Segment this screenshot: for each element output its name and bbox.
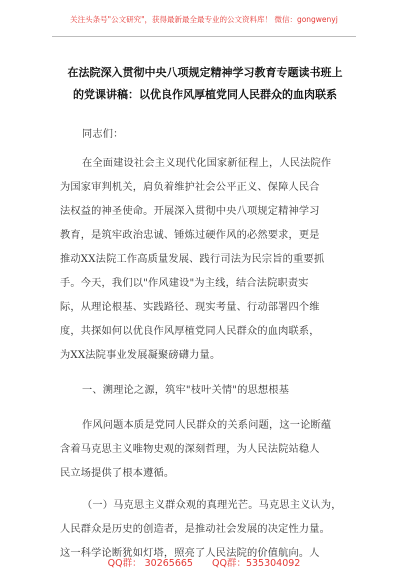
body-line: 在全面建设社会主义现代化国家新征程上，人民法院作	[82, 158, 332, 169]
body-line: 推动XX法院工作高质量发展、践行司法为民宗旨的重要抓	[60, 254, 325, 265]
body-line: 际，从理论根基、实践路径、现实考量、行动部署四个维	[60, 302, 320, 313]
body-line: 手。今天，我们以"作风建设"为主线，结合法院职责实	[60, 278, 309, 289]
footer-contact	[0, 555, 408, 569]
body-line: 含着马克思主义唯物史观的深刻哲理，为人民法院站稳人	[60, 444, 320, 455]
header-promo-note: 关注头条号"公文研究"，获得最新最全最专业的公文资料库！ 微信：gongwenyj	[70, 15, 338, 24]
body-line: 法权益的神圣使命。开展深入贯彻中央八项规定精神学习	[60, 206, 320, 217]
footer-qq-group-1: QQ群： 30265665	[107, 558, 193, 569]
footer-qq-group-2: QQ群：535304092	[212, 558, 301, 569]
salutation: 同志们：	[82, 129, 124, 140]
title-line-1: 在法院深入贯彻中央八项规定精神学习教育专题读书班上	[67, 66, 343, 79]
body-line: 为XX法院事业发展凝聚磅礴力量。	[60, 350, 221, 361]
section-heading: 一、溯理论之源，筑牢"枝叶关情"的思想根基	[82, 385, 290, 396]
body-line: 度，共探如何以优良作风厚植党同人民群众的血肉联系，	[60, 326, 320, 337]
body-line: 人民群众是历史的创造者，是推动社会发展的决定性力量。	[60, 524, 331, 535]
title-line-2: 的党课讲稿：以优良作风厚植党同人民群众的血肉联系	[73, 88, 337, 101]
header-divider	[52, 36, 356, 37]
body-line: （一）马克思主义群众观的真理光芒。马克思主义认为，	[82, 500, 342, 511]
body-line: 这一科学论断犹如灯塔，照亮了人民法院的价值航向。人	[60, 548, 320, 559]
body-line: 教育，是筑牢政治忠诚、锤炼过硬作风的必然要求，更是	[60, 230, 320, 241]
body-line: 作风问题本质是党同人民群众的关系问题，这一论断蕴	[82, 420, 332, 431]
body-line: 民立场提供了根本遵循。	[60, 468, 175, 479]
document-title	[56, 62, 354, 106]
body-line: 为国家审判机关，肩负着维护社会公平正义、保障人民合	[60, 182, 320, 193]
